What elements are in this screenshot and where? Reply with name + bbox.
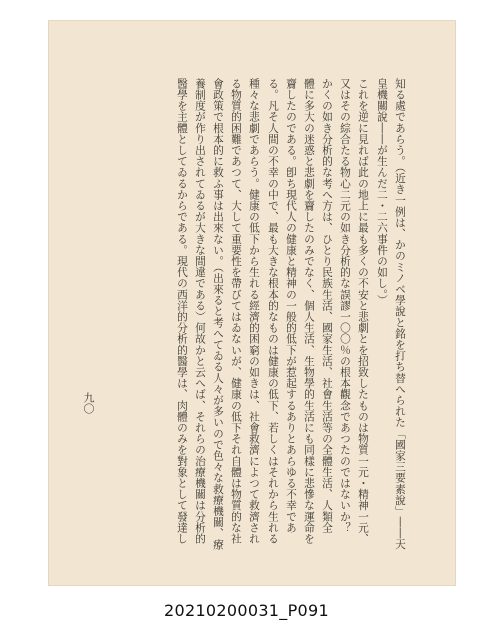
page-number: 九〇: [82, 392, 95, 414]
text-column: る。凡そ人間の不幸の中で、最も大きな根本的なものは健康の低下、若しくはそれから生れる: [267, 78, 280, 545]
text-column: 醫學を主體としてゐるからである。現代の西洋的分析的醫學は、肉體のみを對象として發達し: [176, 78, 189, 545]
book-page: [48, 20, 456, 586]
text-column: 齎したのである。卽ち現代人の健康と精神の一般的低下が惹起するありとあらゆる不幸であ: [285, 78, 298, 534]
text-column: かくの如き分析的な考へ方は、ひとり民族生活、國家生活、社會生活等の全體生活、人類全: [321, 78, 334, 534]
page-text: [48, 20, 456, 586]
text-column: これを逆に見れば此の地上に最も多くの不安と悲劇とを招致したものは物質一元・精神一元、: [357, 78, 370, 545]
text-column: 養制度が作り出されてゐるが大きな間違である）何故かと云へば、それらの治療機關は分析的: [194, 78, 207, 545]
text-column: 知る處であらう。（近き一例は、かのミノベ學說と銘を打ち替へられた「國家三要素說」――天: [394, 78, 407, 550]
text-column: 皇機關說――が生んだ二・二六事件の如し。）: [376, 78, 389, 306]
text-column: 種々な悲劇であらう。健康の低下から生れる經濟的困窮の如きは、社會救濟によつて救濟され: [248, 78, 261, 545]
text-column: る物質的困難であつて、大して重要性を帶びてはゐないが、健康の低下それ自體は物質的な社: [230, 78, 243, 545]
text-column: 又はその綜合たる物心二元の如き分析的な誤謬一〇〇％の根本觀念であつたのではないか？: [339, 78, 352, 534]
image-caption: 20210200031_P091: [164, 601, 329, 620]
text-column: 會政策で根本的に救ふ事は出來ない。（出來ると考へてゐる人々が多いので色々な救療機關、療: [212, 78, 225, 550]
text-column: 體に多大の迷惑と悲劇を齎したのみでなく、個人生活、生物學的生活にも同樣に悲慘な運命を: [303, 78, 316, 545]
